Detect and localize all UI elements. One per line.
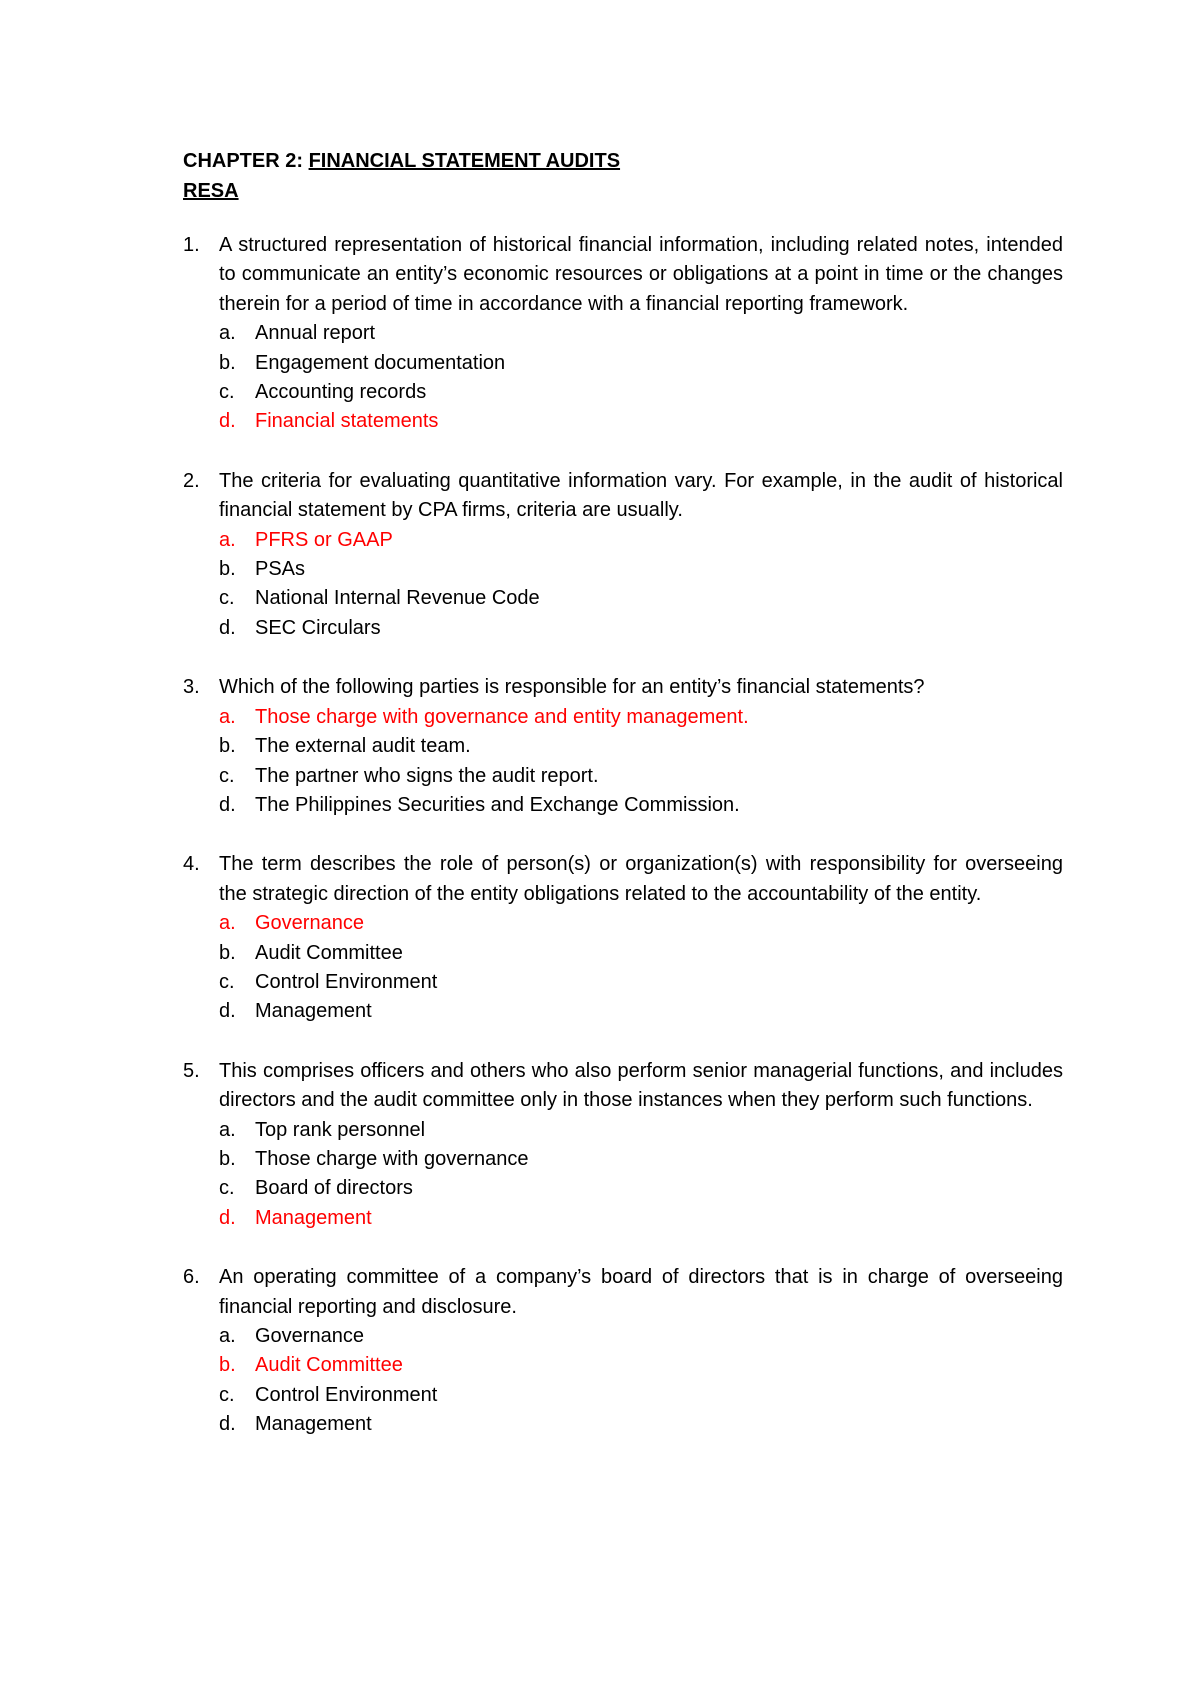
choice-text: Governance <box>255 1325 364 1347</box>
choice-text: The external audit team. <box>255 735 471 758</box>
choice-text: SEC Circulars <box>255 616 381 639</box>
choice-letter: a. <box>219 1325 236 1347</box>
choice-text: Management <box>255 1000 372 1023</box>
choice-letter: d. <box>219 410 236 433</box>
question-item <box>183 231 1063 437</box>
choice-item <box>219 555 1063 584</box>
choice-item <box>219 584 1063 613</box>
choice-item <box>219 1322 1063 1351</box>
choice-text: PFRS or GAAP <box>255 528 393 551</box>
chapter-title-line <box>183 146 620 176</box>
choice-letter: a. <box>219 528 236 551</box>
choice-item <box>219 1410 1063 1439</box>
choice-letter: b. <box>219 351 236 374</box>
choice-letter: b. <box>219 941 236 964</box>
question-number: 4. <box>183 853 200 876</box>
question-text: Which of the following parties is responsible for an entity’s financial statements? <box>219 676 925 699</box>
question-text: The term describes the role of person(s) or organization(s) with responsibility for overseeing the strategic direction of the entity obligations related to the accountability of the entity. <box>219 853 1063 905</box>
question-row <box>183 467 1063 643</box>
choice-item <box>219 1381 1063 1410</box>
choice-text: National Internal Revenue Code <box>255 587 540 610</box>
question-row <box>183 1263 1063 1439</box>
question-number: 5. <box>183 1059 200 1082</box>
choice-item <box>219 1116 1063 1145</box>
choice-text: Those charge with governance and entity management. <box>255 705 749 728</box>
choice-text: Audit Committee <box>255 941 403 964</box>
choice-list <box>219 1116 1063 1234</box>
choice-text: Those charge with governance <box>255 1147 529 1170</box>
choice-item <box>219 1174 1063 1203</box>
choice-text: PSAs <box>255 558 306 581</box>
choice-text: Governance <box>255 912 364 935</box>
question-item <box>183 1057 1063 1233</box>
chapter-title: FINANCIAL STATEMENT AUDITS <box>308 150 621 172</box>
choice-text: Accounting records <box>255 381 427 404</box>
correct-choice <box>219 407 1063 436</box>
choice-text: Engagement documentation <box>255 351 506 374</box>
choice-item <box>219 732 1063 761</box>
choice-letter: d. <box>219 616 236 639</box>
choice-text: Management <box>255 1413 372 1436</box>
choice-text: The Philippines Securities and Exchange Commission. <box>255 793 740 816</box>
correct-choice <box>219 1351 1063 1380</box>
question-number: 1. <box>183 234 200 256</box>
choice-letter: a. <box>219 322 236 345</box>
choice-letter: c. <box>219 587 235 610</box>
choice-letter: d. <box>219 1000 236 1023</box>
choice-item <box>219 378 1063 407</box>
question-number: 6. <box>183 1266 200 1289</box>
question-body <box>219 467 1063 643</box>
choice-list <box>219 1322 1063 1440</box>
correct-choice <box>219 1204 1063 1233</box>
choice-item <box>219 762 1063 791</box>
choice-letter: d. <box>219 1413 236 1436</box>
choice-letter: d. <box>219 1206 236 1229</box>
question-text: An operating committee of a company’s board of directors that is in charge of overseeing financial reporting and disclosure. <box>219 1266 1063 1318</box>
choice-letter: c. <box>219 1383 235 1406</box>
correct-choice <box>219 526 1063 555</box>
choice-letter: a. <box>219 1118 236 1141</box>
choice-text: Management <box>255 1206 372 1229</box>
choice-list <box>219 526 1063 644</box>
document-subtitle: RESA <box>183 180 239 202</box>
question-body <box>219 231 1063 437</box>
choice-item <box>219 319 1063 348</box>
choice-text: Financial statements <box>255 410 439 433</box>
choice-text: Control Environment <box>255 1383 438 1406</box>
question-body <box>219 1263 1063 1439</box>
choice-letter: b. <box>219 1147 236 1170</box>
question-number: 3. <box>183 676 200 699</box>
question-item <box>183 467 1063 643</box>
question-row <box>183 1057 1063 1233</box>
choice-letter: d. <box>219 793 236 816</box>
correct-choice <box>219 909 1063 938</box>
choice-item <box>219 791 1063 820</box>
choice-list <box>219 909 1063 1027</box>
question-number: 2. <box>183 469 200 492</box>
question-text: This comprises officers and others who also perform senior managerial functions, and includes directors and the audit committee only in those instances when they perform such functions. <box>219 1059 1063 1112</box>
choice-letter: b. <box>219 735 236 758</box>
choice-text: Top rank personnel <box>255 1118 426 1141</box>
document-heading <box>183 146 620 206</box>
choice-list <box>219 703 1063 821</box>
choice-item <box>219 997 1063 1026</box>
choice-text: Control Environment <box>255 970 438 993</box>
question-list <box>183 231 1063 1470</box>
question-item <box>183 850 1063 1026</box>
choice-letter: c. <box>219 764 235 787</box>
choice-letter: b. <box>219 1354 236 1377</box>
choice-letter: a. <box>219 912 236 935</box>
question-row <box>183 673 1063 820</box>
correct-choice <box>219 703 1063 732</box>
choice-list <box>219 319 1063 437</box>
question-item <box>183 1263 1063 1439</box>
choice-letter: b. <box>219 558 236 581</box>
question-body <box>219 1057 1063 1233</box>
choice-item <box>219 939 1063 968</box>
choice-item <box>219 614 1063 643</box>
choice-letter: a. <box>219 705 236 728</box>
choice-item <box>219 1145 1063 1174</box>
question-row <box>183 231 1063 437</box>
choice-text: Annual report <box>255 322 376 345</box>
choice-text: The partner who signs the audit report. <box>255 764 599 787</box>
question-text: A structured representation of historical financial information, including related notes, intended to communicate an entity’s economic resources or obligations at a point in time or the changes therein for a period of time in accordance with a financial reporting framework. <box>219 234 1063 315</box>
choice-letter: c. <box>219 970 235 993</box>
question-body <box>219 850 1063 1026</box>
choice-item <box>219 349 1063 378</box>
choice-text: Board of directors <box>255 1177 413 1200</box>
choice-text: Audit Committee <box>255 1354 403 1377</box>
question-item <box>183 673 1063 820</box>
choice-letter: c. <box>219 381 235 404</box>
choice-letter: c. <box>219 1177 235 1200</box>
question-row <box>183 850 1063 1026</box>
question-body <box>219 673 1063 820</box>
choice-item <box>219 968 1063 997</box>
question-text: The criteria for evaluating quantitative information vary. For example, in the audit of historical financial statement by CPA firms, criteria are usually. <box>219 469 1063 522</box>
chapter-prefix: CHAPTER 2: <box>183 150 309 172</box>
